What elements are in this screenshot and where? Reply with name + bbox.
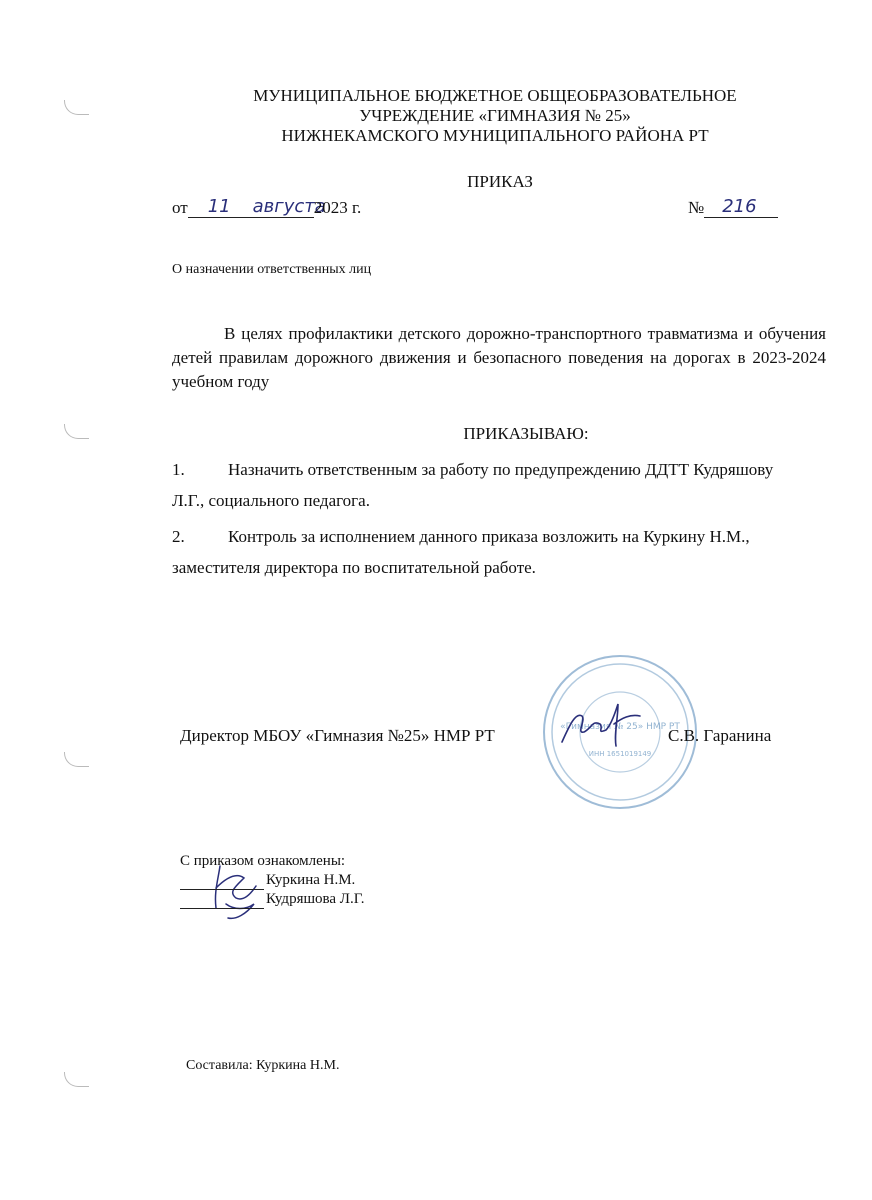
order-item [172, 527, 832, 547]
item-text: Назначить ответственным за работу по предупреждению ДДТТ Кудряшову [228, 460, 774, 479]
order-subject: О назначении ответственных лиц [172, 262, 372, 277]
stamp-inn: ИНН 1651019149 [588, 750, 652, 758]
intro-text: В целях профилактики детского дорожно-транспортного травматизма и обучения детей правилам дорожного движения и безопасного поведения на дорогах в 2023-2024 учебном году [172, 324, 826, 391]
item-number: 2. [172, 527, 185, 546]
date-day: 11 [207, 196, 231, 217]
margin-mark [64, 100, 89, 115]
acquaintance-row [180, 890, 364, 909]
item-text: Контроль за исполнением данного приказа возложить на Куркину Н.М., [228, 527, 750, 546]
stamp-center-text: «Гимназия № 25» НМР РТ [560, 722, 680, 732]
order-date [172, 196, 361, 218]
acquaintance-block [180, 852, 364, 909]
margin-mark [64, 1072, 89, 1087]
header-line-1: МУНИЦИПАЛЬНОЕ БЮДЖЕТНОЕ ОБЩЕОБРАЗОВАТЕЛЬНОЕ [253, 86, 737, 105]
director-signature [556, 694, 646, 754]
header-line-2: УЧРЕЖДЕНИЕ «ГИМНАЗИЯ № 25» [359, 106, 631, 125]
date-field [188, 196, 326, 218]
header-line-3: НИЖНЕКАМСКОГО МУНИЦИПАЛЬНОГО РАЙОНА РТ [281, 126, 709, 145]
item-number: 1. [172, 460, 185, 479]
compiled-by: Составила: Куркина Н.М. [186, 1058, 340, 1073]
orders-heading: ПРИКАЗЫВАЮ: [463, 424, 589, 443]
director-position: Директор МБОУ «Гимназия №25» НМР РТ [180, 726, 495, 745]
order-intro [172, 322, 826, 394]
organization-header [180, 86, 810, 146]
document-title: ПРИКАЗ [467, 172, 533, 191]
date-month: августа [252, 196, 326, 217]
number-field [704, 196, 778, 218]
order-item-continued: Л.Г., социального педагога. [172, 491, 370, 510]
order-item-continued: заместителя директора по воспитательной работе. [172, 558, 536, 577]
director-name: С.В. Гаранина [668, 726, 772, 745]
acquaintance-name: Кудряшова Л.Г. [266, 891, 365, 907]
number-value: 216 [722, 196, 757, 217]
order-number [688, 196, 778, 218]
order-item [172, 460, 832, 480]
date-prefix: от [172, 198, 188, 217]
date-year: 2023 г. [313, 198, 362, 217]
acquaintance-label: С приказом ознакомлены: [180, 853, 346, 869]
acquaintance-row [180, 871, 364, 890]
margin-mark [64, 752, 89, 767]
number-prefix: № [688, 198, 705, 217]
acquaintance-name: Куркина Н.М. [266, 872, 356, 888]
